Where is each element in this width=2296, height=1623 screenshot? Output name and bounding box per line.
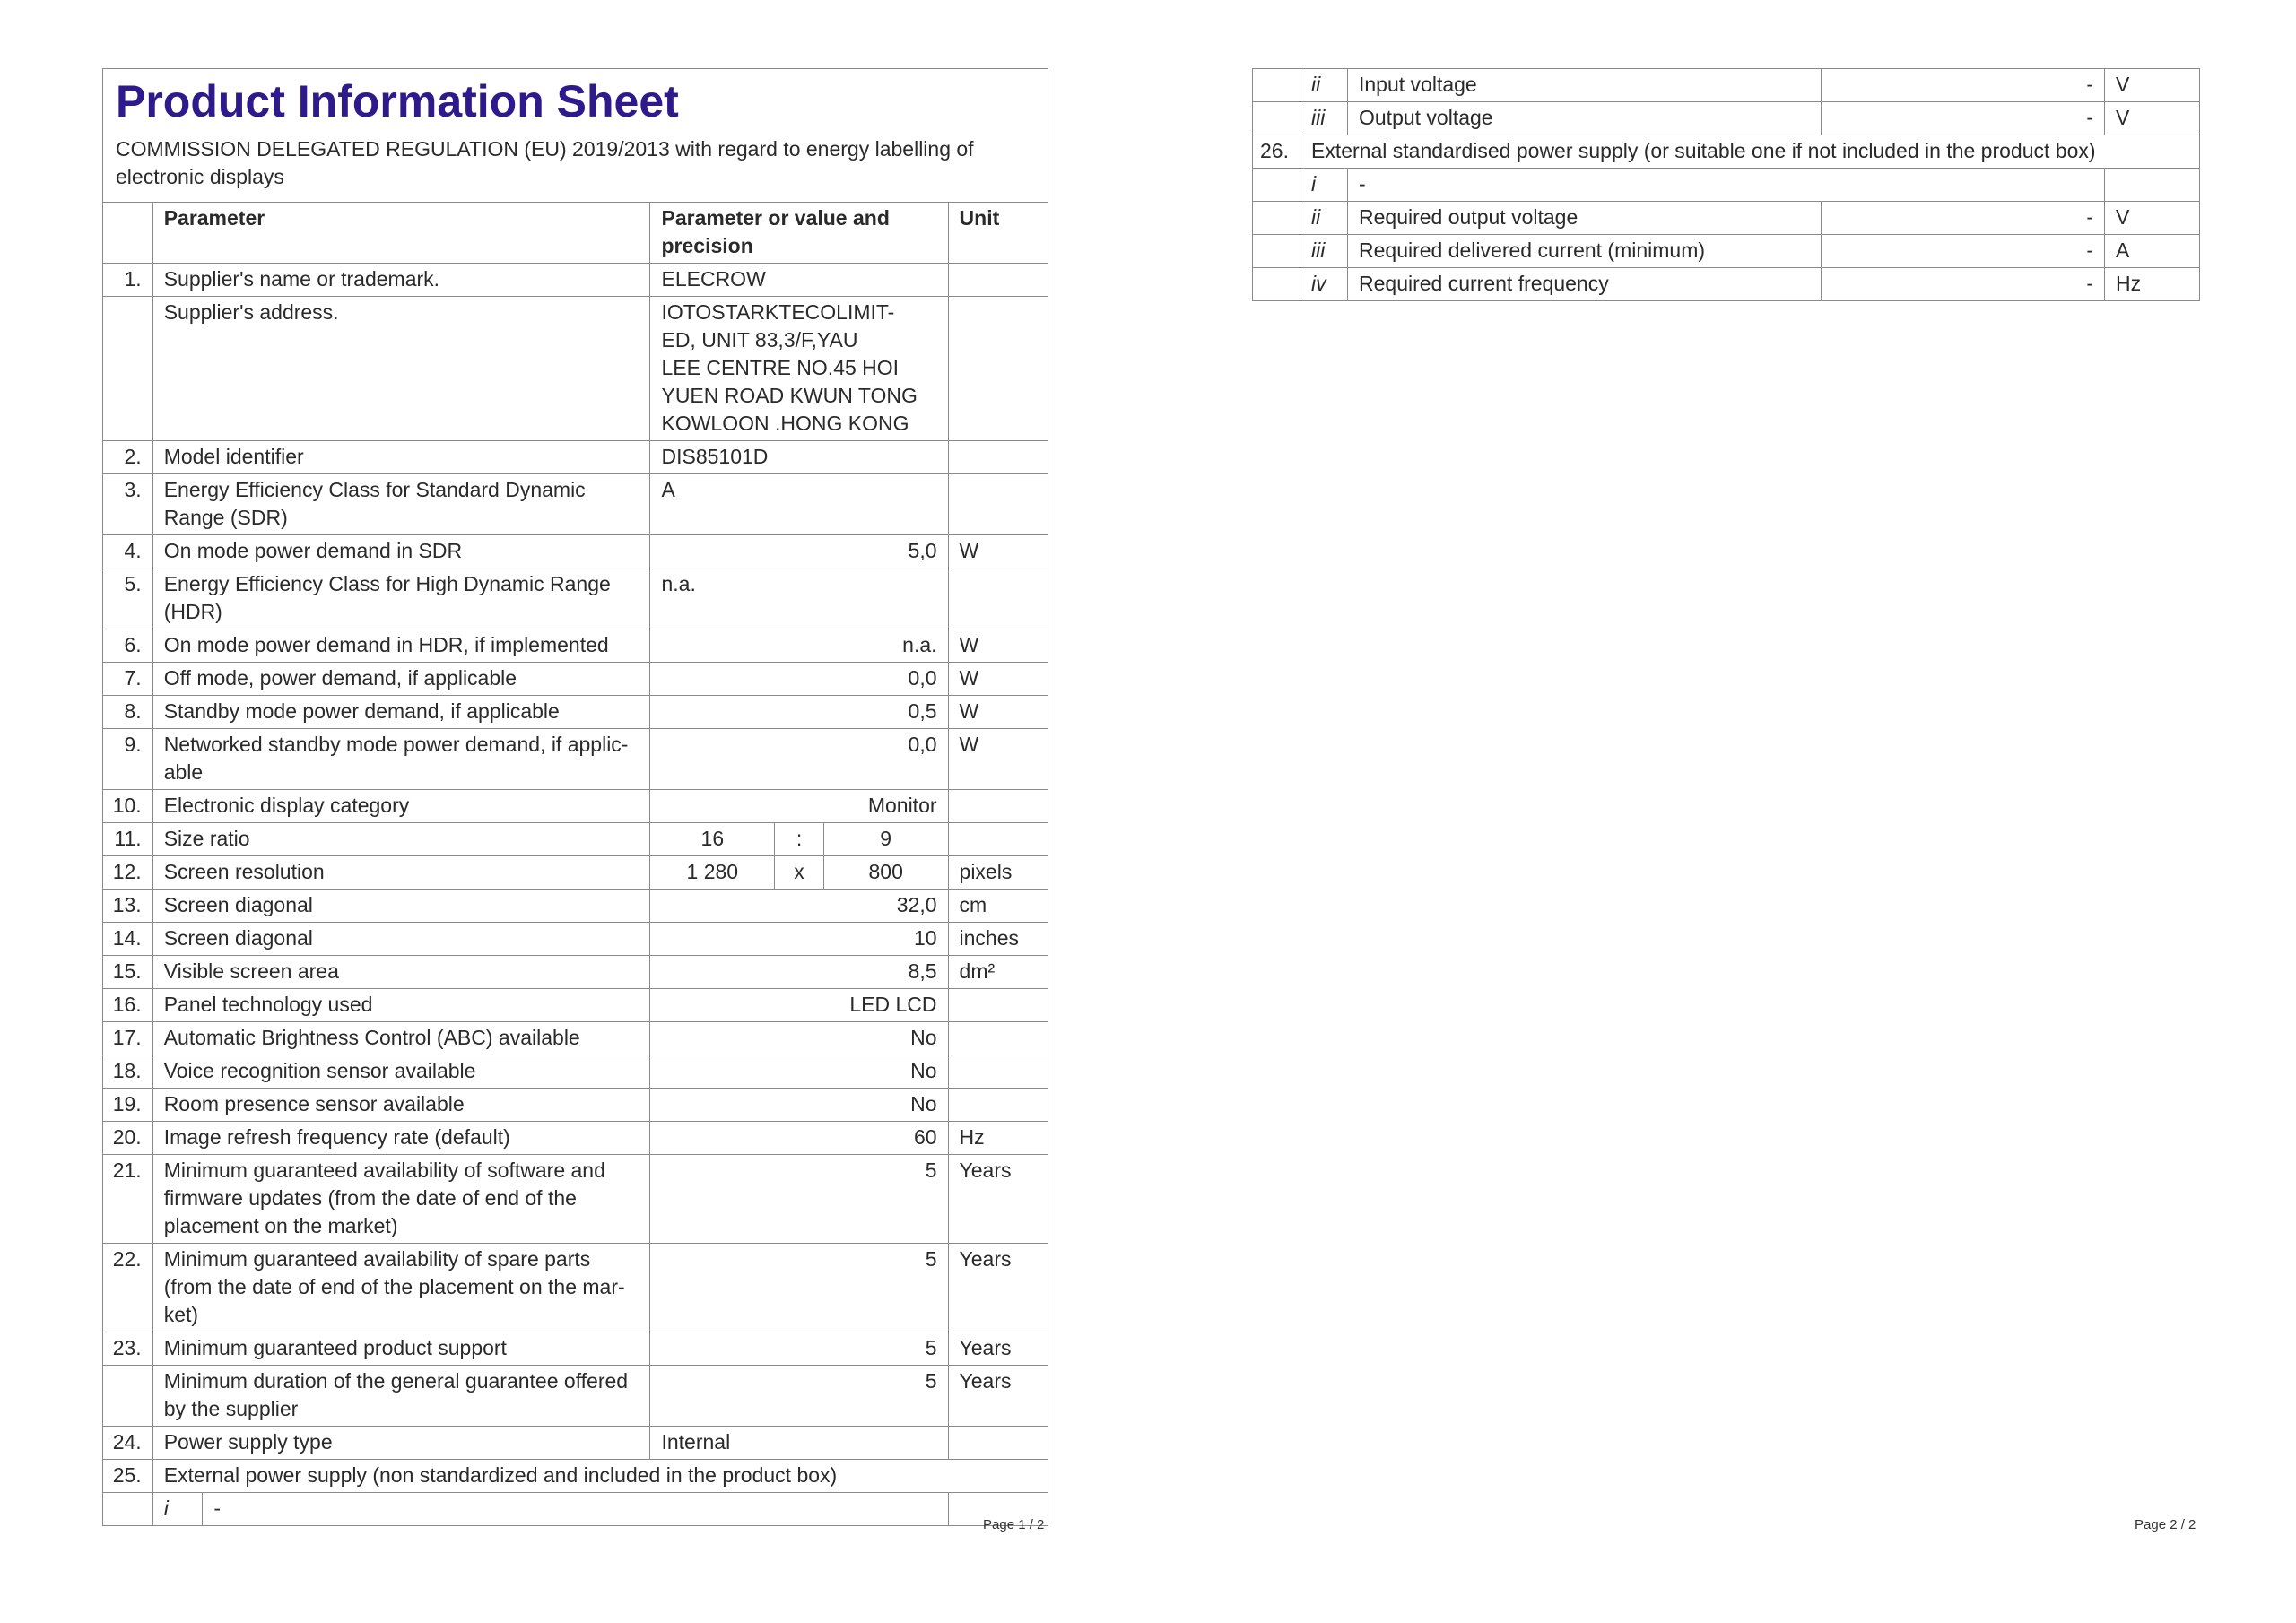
sub-item-number: iii <box>1300 235 1348 268</box>
row-number <box>103 1366 153 1427</box>
table-row <box>1253 268 2200 301</box>
unit <box>948 1427 1048 1460</box>
parameter-label: Model identifier <box>152 441 650 474</box>
unit: Hz <box>948 1122 1048 1155</box>
parameter-value: LED LCD <box>650 989 948 1022</box>
parameter-label: Screen diagonal <box>152 923 650 956</box>
row-number: 11. <box>103 823 153 856</box>
unit: W <box>948 535 1048 568</box>
unit: cm <box>948 890 1048 923</box>
sub-item-number: iii <box>1300 102 1348 135</box>
parameter-label: Panel technology used <box>152 989 650 1022</box>
parameter-label: Automatic Brightness Control (ABC) available <box>152 1022 650 1055</box>
sub-item-number: i <box>152 1493 203 1526</box>
table-row <box>103 1022 1048 1055</box>
unit: W <box>948 729 1048 790</box>
parameter-value: Internal <box>650 1427 948 1460</box>
unit: Years <box>948 1155 1048 1244</box>
parameter-label: Minimum guaranteed availability of software and firmware updates (from the date of end of the placement on the market) <box>152 1155 650 1244</box>
table-row <box>103 856 1048 890</box>
parameter-value: 10 <box>650 923 948 956</box>
regulation-subtitle: COMMISSION DELEGATED REGULATION (EU) 2019/2013 with regard to energy labelling of electronic displays <box>116 137 974 188</box>
unit: inches <box>948 923 1048 956</box>
size-ratio-separator: : <box>775 823 824 856</box>
sub-item-number: iv <box>1300 268 1348 301</box>
row-number: 13. <box>103 890 153 923</box>
unit: W <box>948 663 1048 696</box>
column-header-row <box>103 203 1048 264</box>
parameter-label: Input voltage <box>1348 69 1822 102</box>
row-number: 20. <box>103 1122 153 1155</box>
table-row <box>103 923 1048 956</box>
parameter-label: Energy Efficiency Class for Standard Dynamic Range (SDR) <box>152 474 650 535</box>
row-number: 17. <box>103 1022 153 1055</box>
unit: Years <box>948 1244 1048 1332</box>
page-number: Page 2 / 2 <box>2135 1517 2196 1532</box>
table-row <box>103 696 1048 729</box>
title-row <box>103 69 1048 203</box>
unit <box>948 264 1048 297</box>
parameter-value: 0,0 <box>650 663 948 696</box>
resolution-height: 800 <box>823 856 948 890</box>
table-row <box>1253 135 2200 169</box>
row-number: 10. <box>103 790 153 823</box>
unit <box>948 297 1048 441</box>
section-heading: External standardised power supply (or suitable one if not included in the product box) <box>1300 135 2200 169</box>
sub-item-number: i <box>1300 169 1348 202</box>
column-header-value: Parameter or value and precision <box>650 203 948 264</box>
table-row <box>103 535 1048 568</box>
unit <box>948 568 1048 629</box>
column-header-parameter: Parameter <box>152 203 650 264</box>
table-row <box>103 474 1048 535</box>
table-row <box>103 1460 1048 1493</box>
column-header-unit: Unit <box>948 203 1048 264</box>
sub-item-number: ii <box>1300 69 1348 102</box>
parameter-label: On mode power demand in SDR <box>152 535 650 568</box>
table-row <box>103 568 1048 629</box>
table-row <box>103 1122 1048 1155</box>
table-row <box>1253 102 2200 135</box>
row-number: 4. <box>103 535 153 568</box>
unit <box>948 1089 1048 1122</box>
table-row <box>103 1366 1048 1427</box>
table-row <box>1253 235 2200 268</box>
unit: Hz <box>2105 268 2200 301</box>
parameter-label: Size ratio <box>152 823 650 856</box>
table-row <box>103 663 1048 696</box>
unit: W <box>948 629 1048 663</box>
table-row <box>103 1332 1048 1366</box>
parameter-label: Room presence sensor available <box>152 1089 650 1122</box>
table-row <box>103 890 1048 923</box>
parameter-value: 5 <box>650 1332 948 1366</box>
sub-item-number: ii <box>1300 202 1348 235</box>
table-row <box>103 264 1048 297</box>
parameter-value: n.a. <box>650 568 948 629</box>
parameter-value: 5 <box>650 1155 948 1244</box>
row-number: 15. <box>103 956 153 989</box>
table-row <box>103 1055 1048 1089</box>
parameter-value: n.a. <box>650 629 948 663</box>
table-row <box>1253 69 2200 102</box>
table-row <box>103 1493 1048 1526</box>
row-number: 6. <box>103 629 153 663</box>
unit: Years <box>948 1332 1048 1366</box>
row-number: 3. <box>103 474 153 535</box>
unit: V <box>2105 102 2200 135</box>
parameter-value: 0,0 <box>650 729 948 790</box>
supplier-address: IOTOSTARKTECOLIMIT- ED, UNIT 83,3/F,YAU LEE CENTRE NO.45 HOI YUEN ROAD KWUN TONG KOWLOON .HONG KONG <box>650 297 948 441</box>
size-ratio-width: 16 <box>650 823 775 856</box>
table-row <box>103 956 1048 989</box>
parameter-value: 60 <box>650 1122 948 1155</box>
table-row <box>103 1155 1048 1244</box>
unit <box>948 441 1048 474</box>
row-number: 2. <box>103 441 153 474</box>
parameter-value: 0,5 <box>650 696 948 729</box>
row-number: 25. <box>103 1460 153 1493</box>
parameter-label: Supplier's address. <box>152 297 650 441</box>
row-number: 14. <box>103 923 153 956</box>
table-row <box>103 729 1048 790</box>
parameter-label: Screen diagonal <box>152 890 650 923</box>
parameter-label: Energy Efficiency Class for High Dynamic Range (HDR) <box>152 568 650 629</box>
parameter-label: Power supply type <box>152 1427 650 1460</box>
parameter-label: Minimum duration of the general guarantee offered by the supplier <box>152 1366 650 1427</box>
row-number: 24. <box>103 1427 153 1460</box>
page-number: Page 1 / 2 <box>983 1517 1045 1532</box>
row-number: 19. <box>103 1089 153 1122</box>
parameter-value: A <box>650 474 948 535</box>
parameter-label: Minimum guaranteed availability of spare parts (from the date of end of the placement on the mar- ket) <box>152 1244 650 1332</box>
row-number: 5. <box>103 568 153 629</box>
parameter-label: Visible screen area <box>152 956 650 989</box>
parameter-value: ELECROW <box>650 264 948 297</box>
parameter-label: Standby mode power demand, if applicable <box>152 696 650 729</box>
parameter-label: Networked standby mode power demand, if applic- able <box>152 729 650 790</box>
table-row <box>103 989 1048 1022</box>
size-ratio-height: 9 <box>823 823 948 856</box>
table-row <box>1253 202 2200 235</box>
parameter-label: On mode power demand in HDR, if implemented <box>152 629 650 663</box>
unit: V <box>2105 202 2200 235</box>
parameter-value: No <box>650 1055 948 1089</box>
unit <box>948 790 1048 823</box>
table-row <box>103 297 1048 441</box>
parameter-value: No <box>650 1022 948 1055</box>
parameter-value: - <box>1822 69 2105 102</box>
row-number <box>103 297 153 441</box>
row-number: 23. <box>103 1332 153 1366</box>
parameter-value: 8,5 <box>650 956 948 989</box>
page-title: Product Information Sheet <box>116 76 679 126</box>
parameter-value: - <box>1822 235 2105 268</box>
table-row <box>103 441 1048 474</box>
section-heading: External power supply (non standardized and included in the product box) <box>152 1460 1048 1493</box>
unit: V <box>2105 69 2200 102</box>
unit <box>948 823 1048 856</box>
row-number: 1. <box>103 264 153 297</box>
table-row <box>103 1089 1048 1122</box>
unit <box>948 1055 1048 1089</box>
parameter-label: Supplier's name or trademark. <box>152 264 650 297</box>
parameter-value: DIS85101D <box>650 441 948 474</box>
parameter-label: Required delivered current (minimum) <box>1348 235 1822 268</box>
table-row <box>103 823 1048 856</box>
unit <box>948 1022 1048 1055</box>
unit: A <box>2105 235 2200 268</box>
parameter-label: Screen resolution <box>152 856 650 890</box>
parameter-label: Image refresh frequency rate (default) <box>152 1122 650 1155</box>
parameter-label: Output voltage <box>1348 102 1822 135</box>
parameter-value: Monitor <box>650 790 948 823</box>
table-row <box>103 790 1048 823</box>
parameter-value: 32,0 <box>650 890 948 923</box>
unit <box>948 989 1048 1022</box>
parameter-value: 5 <box>650 1366 948 1427</box>
table-row <box>103 1427 1048 1460</box>
parameter-value: - <box>1822 202 2105 235</box>
product-information-table <box>102 68 1048 1526</box>
parameter-label: Voice recognition sensor available <box>152 1055 650 1089</box>
resolution-separator: x <box>775 856 824 890</box>
product-information-table-continued <box>1252 68 2200 301</box>
row-number: 9. <box>103 729 153 790</box>
table-row <box>103 1244 1048 1332</box>
row-number: 26. <box>1253 135 1300 169</box>
table-row <box>1253 169 2200 202</box>
row-number: 12. <box>103 856 153 890</box>
unit: pixels <box>948 856 1048 890</box>
row-number: 21. <box>103 1155 153 1244</box>
row-number: 18. <box>103 1055 153 1089</box>
row-number: 8. <box>103 696 153 729</box>
sub-item-value: - <box>1348 169 2105 202</box>
parameter-label: Off mode, power demand, if applicable <box>152 663 650 696</box>
unit <box>948 474 1048 535</box>
unit: Years <box>948 1366 1048 1427</box>
parameter-value: No <box>650 1089 948 1122</box>
unit: dm² <box>948 956 1048 989</box>
parameter-value: - <box>1822 102 2105 135</box>
parameter-label: Required current frequency <box>1348 268 1822 301</box>
parameter-value: 5,0 <box>650 535 948 568</box>
row-number: 22. <box>103 1244 153 1332</box>
parameter-label: Required output voltage <box>1348 202 1822 235</box>
row-number: 16. <box>103 989 153 1022</box>
sub-item-value: - <box>203 1493 948 1526</box>
unit: W <box>948 696 1048 729</box>
resolution-width: 1 280 <box>650 856 775 890</box>
row-number: 7. <box>103 663 153 696</box>
parameter-label: Minimum guaranteed product support <box>152 1332 650 1366</box>
table-row <box>103 629 1048 663</box>
parameter-label: Electronic display category <box>152 790 650 823</box>
parameter-value: 5 <box>650 1244 948 1332</box>
parameter-value: - <box>1822 268 2105 301</box>
